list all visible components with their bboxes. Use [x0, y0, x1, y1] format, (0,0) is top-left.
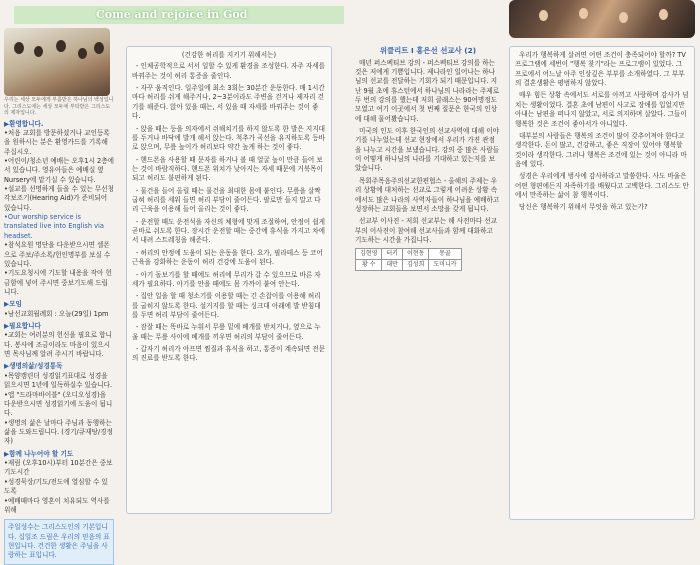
fellowship-photo	[509, 0, 695, 38]
table-cell: 대만	[382, 260, 403, 271]
paragraph: - 갑자기 허리가 아프면 찜질과 휴식을 하고, 통증이 계속되면 전문의 진료를 받도록 한다.	[132, 345, 325, 363]
section-heading: ▶함께 나누어야 할 기도	[4, 449, 74, 458]
paragraph: 선교부 이사진 - 저희 선교부는 해 사전마다 선교부의 이사진이 참여해 선교사들과 함께 대화하고 기도하는 시간을 가집니다.	[355, 217, 498, 244]
missionary-body	[355, 59, 501, 246]
paragraph: - 집안 일을 할 때 청소기를 이용할 때는 긴 손잡이를 이용해 허리를 굽히지 않도록 한다. 설거지를 할 때는 싱크대 아래에 발 받침대를 두면 허리 부담이 줄어든다.	[132, 292, 321, 319]
sermon-box	[509, 46, 695, 520]
table-row	[356, 260, 462, 271]
table-cell: 몽골	[429, 249, 461, 260]
announcement-sections	[4, 120, 114, 516]
paragraph: - 앉을 때는 등을 의자에서 쉬해치기를 하지 않도록 한 발은 지지대를 두거나 바닥에 발개 해서 앉는다. 척추가 곡선을 유지하도록 등바로 앉으며, 무릎 높이가 허리보다 약간 높게 하는 것이 좋다.	[132, 124, 325, 152]
paragraph: - 허리의 안정에 도움이 되는 운동을 한다. 요가, 필라테스 등 코어 근육을 강화하는 운동이 허리 건강에 도움이 된다.	[132, 248, 323, 267]
announcement-item: •재림 (오후10시)부터 10분간은 중보기도시간	[4, 459, 113, 477]
missionary-column	[355, 46, 501, 271]
paragraph: 미국의 인도 이후 한국인의 선교사역에 대해 이야기를 나누었는데 선교 현장에서 우리가 가진 관점을 나누고 시간을 보냈습니다. 강의 중 많은 사람들이 어떻게 하나님의 나라를 기대하고 있는지를 보았습니다.	[355, 127, 500, 173]
paragraph: - 인체공학적으로 서서 일할 수 있게 환경을 조성한다. 자주 자세를 바꿔주는 것이 허리 통증을 줄인다.	[132, 62, 325, 80]
announcement-item: •목양캠린더 성경읽기표대로 성경을 읽으시면 1년에 일독하실수 있습니다.	[4, 371, 113, 390]
announcement-item: •어린이/청소년 예배는 오후1시 2층에서 있습니다. 영유아들은 예배실 옆 Nursery에 맡기실 수 있습니다.	[4, 156, 114, 184]
health-article-title: (건강한 허리를 지키기 위해서는)	[181, 51, 277, 59]
paragraph: - 아기 돌보기를 할 때에도 허리에 무리가 갈 수 있으므로 바른 자세가 필요하다. 아기를 안을 때에도 몸 가까이 붙여 안는다.	[132, 270, 321, 288]
paragraph: 당신은 행복하기 위해서 무엇을 하고 있는가?	[519, 203, 648, 212]
section-heading: ▶생명의삶/성경통독	[4, 362, 63, 371]
announcement-item: •남선교회월례회 : 오늘(29일) 1pm	[4, 309, 109, 318]
health-article-box	[126, 46, 332, 514]
announcements-column	[4, 28, 114, 565]
table-cell: 황 수	[356, 260, 382, 271]
table-cell: 도미니카	[429, 260, 461, 271]
announcement-item: •기도요청시에 기도할 내용을 작아 헌금함에 넣어 주시면 중보기도해 드립니다.	[4, 269, 112, 296]
footer-note: 주일성수는 그리스도인의 기본입니다. 십일조 드림은 우리의 믿음의 표현입니다. 건건한 생활은 주님을 사랑하는 표입니다.	[4, 519, 114, 564]
header-title-left: Come and rejoice in God	[14, 6, 344, 24]
section-heading: ▶환영합니다.	[4, 119, 44, 128]
announcement-item: •Our worship service is translated live into English via headset.	[4, 213, 104, 240]
paragraph: 우리가 행복하게 살려면 어떤 조건이 충족되어야 할까? TV프로그램에 세번이 "행복 찾기"라는 프로그램이 있었다. 그 프로에서 어느날 아주 인상깊은 부부를 소개하였다. 그 부부의 결혼생활은 평범하지 않았다.	[515, 51, 686, 88]
health-article-body	[132, 62, 326, 363]
paragraph: - 물건을 들어 올릴 때는 물건을 최대한 몸에 붙인다. 무릎을 살짝 굽혀 허리를 세워 들면 허리 부담이 줄어든다. 팔로만 들지 말고 다리 근육을 이용해 들어 올리는 것이 좋다.	[132, 186, 321, 214]
congregation-photo	[4, 28, 110, 96]
announcement-item: •참석요원 명단을 다운받으시면 셀폰으로 주보/주소록/헌인명부를 보실 수 있습니다.	[4, 241, 111, 268]
sermon-body	[515, 51, 689, 213]
paragraph: - 자꾸 움직인다. 일주일에 최소 3회는 30분간 운동한다. 매 1시간마다 허리를 쉬게 해주거나, 2~3분이라도 주변을 걷거나 제자리 걷기를 해준다. 앉아 있을 때는, 서 있을 때 자세를 바꿔주는 것이 좋다.	[132, 84, 325, 121]
table-cell: 터키	[382, 249, 403, 260]
announcement-item: •생명의 삶은 날마다 주님과 동행하는 삶을 도와드립니다. (경기/큐재탕/경정자)	[4, 418, 113, 446]
paragraph: 목회주목음주의선교한편협스 - 올해의 주제는 우리 상황에 대처하는 선교로 그렇게 어려운 상황 속에서도 많은 나라의 사역자들이 하나님을 예배하고 성장하는 교회들을 보면서 소망을 갖게 됩니다.	[355, 176, 500, 213]
missionary-table	[355, 248, 462, 271]
paragraph: - 잠잘 때는 똑바로 누워서 무릎 밑에 베개를 받치거나, 옆으로 누울 때는 무릎 사이에 베개를 끼우면 허리의 부담이 줄어든다.	[132, 323, 321, 341]
health-article	[126, 46, 332, 514]
announcement-item: •성경묵상/기도/전도에 열심할 수 있도록	[4, 477, 108, 496]
paragraph: 성경은 우리에게 범사에 감사하라고 말씀한다. 사도 바울은 어떤 형편에든지 자족하기를 배웠다고 고백한다. 그리스도 안에서 만족하는 삶이 참 행복이다.	[515, 172, 689, 200]
announcement-item: •예배때마다 영혼이 치유되도 역사를 위해	[4, 496, 110, 514]
section-heading: ▶모임	[4, 300, 22, 309]
table-cell: 이현동	[402, 249, 428, 260]
table-cell: 김현영	[356, 249, 382, 260]
sermon-column	[509, 46, 695, 520]
photo-caption: 우리는 세상 모두에게 부름받은 하나님의 백성입니다. 그리스도에는 세상 모두에 부탁받은 그리스도의 제자입니다.	[4, 97, 114, 116]
paragraph: 매우 힘든 상황 속에서도 서로를 아끼고 사랑하며 감사가 넘치는 생활이었다. 결혼 초에 남편이 사고로 장애를 입었지만 아내는 남편을 떠나지 않았고, 서로 의지하며 살았다. 그들이 행복한 것은 조건이 좋아서가 아니었다.	[515, 91, 689, 128]
announcement-item: •교회는 여러분의 헌신을 필요로 합니다. 봉사에 조금이라도 마음이 있으시면 목사님께 알려 주시기 바랍니다.	[4, 331, 112, 359]
table-row	[356, 249, 462, 260]
announcement-item: •앱 "드라마바이블" (오디오성경)을 다운받으시면 성경읽기에 도움이 됩니다.	[4, 390, 113, 418]
paragraph: - 운전할 때도 운전석을 자신의 체형에 맞게 조절하여, 안정이 쉽게 곧바로 쉬도록 한다. 장시간 운전할 때는 중간에 휴식을 가지고 차에서 내려 스트레칭을 해준다.	[132, 217, 325, 245]
announcement-item: •처음 교회를 방문하셨거나 교인등록을 원하시는 분은 환영카드를 기록해 주십시오.	[4, 128, 110, 156]
paragraph: - 핸드폰을 사용할 때 문자를 하거나 볼 때 얼굴 높이 만큼 들어 보는 것이 바람직하다. 핸드폰 위치가 낮아지는 자세 때문에 거북목이 되고 허리도 불편하게 된다.	[132, 155, 323, 183]
paragraph: 매년 퍼스펙티브 강의 - 퍼스펙티브 강의를 하는 것은 저에게 기쁨입니다. 제나라인 일어나는 하나님의 선교를 전달하는 기회가 되기 때문입니다. 지난 9월 초에 휴스턴에서 하나님의 나라라는 주제로 두 번의 강의를 했는데 저희 클래스는 90여명정도 모였고 여기 이곳에서 첫 번째 질문은 한국의 인상에 대해 물어봤습니다.	[355, 58, 500, 123]
section-heading: ▶필요합니다	[4, 322, 41, 331]
table-cell: 김성희	[402, 260, 428, 271]
announcement-item: •설교를 선명하게 들을 수 있는 무선청각보조기(Hearing Aid)가 준비되어 있습니다.	[4, 185, 114, 212]
missionary-title: 위클리트 I 홍은선 선교사 (2)	[379, 46, 477, 55]
paragraph: 대부분의 사람들은 행복의 조건이 많이 갖추어져야 한다고 생각한다. 돈이 많고, 건강하고, 좋은 직장이 있어야 행복할 것이라 생각한다. 그러나 행복은 조건에 있는 것이 아니라 마음에 있다.	[515, 131, 687, 168]
